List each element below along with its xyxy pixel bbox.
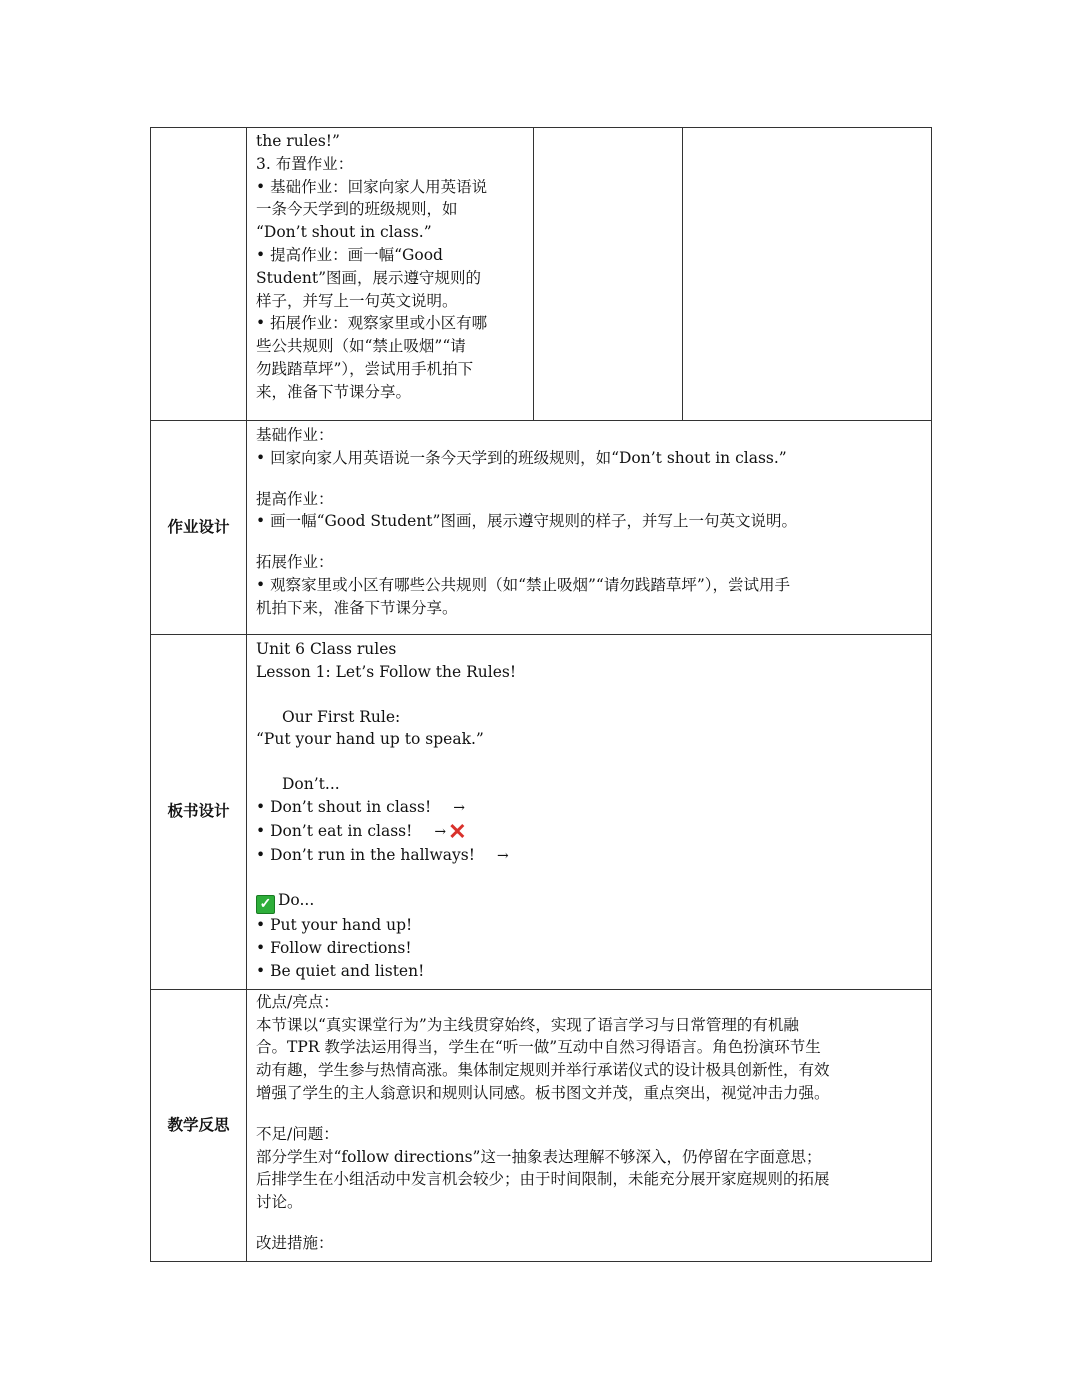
lesson-plan-table (150, 127, 932, 1262)
homework-extended-text: 机拍下来，准备下节课分享。 (256, 598, 458, 617)
content-line: 3. 布置作业： (256, 154, 354, 173)
process-label-cell (151, 128, 247, 421)
reflection-label: 教学反思 (151, 989, 247, 1261)
dont-item (256, 844, 923, 868)
issues-title: 不足/问题： (256, 1124, 339, 1143)
strengths-line: 合。TPR 教学法运用得当，学生在“听一做”互动中自然习得语言。角色扮演环节生 (256, 1038, 821, 1057)
content-line: the rules!” (256, 132, 340, 150)
check-mark-icon: ✓ (256, 895, 275, 914)
process-row (151, 128, 932, 421)
board-lesson-title: Lesson 1: Let’s Follow the Rules! (256, 662, 517, 681)
dont-item-text: • Don’t run in the hallways! (256, 845, 475, 864)
issues-line: 后排学生在小组活动中发言机会较少；由于时间限制，未能充分展开家庭规则的拓展 (256, 1170, 830, 1189)
improve-title: 改进措施： (256, 1233, 334, 1252)
arrow-icon: → (453, 799, 465, 816)
dont-item-text: • Don’t eat in class! (256, 821, 413, 840)
process-content-cell (247, 128, 534, 421)
homework-row (151, 421, 932, 635)
content-line: • 拓展作业：观察家里或小区有哪 (256, 314, 488, 333)
content-line: Student”图画，展示遵守规则的 (256, 268, 482, 287)
dont-item (256, 796, 923, 820)
dont-title: Don’t... (282, 775, 340, 794)
content-line: • 基础作业：回家向家人用英语说 (256, 177, 488, 196)
homework-label: 作业设计 (151, 421, 247, 635)
homework-extended-text: • 观察家里或小区有哪些公共规则（如“禁止吸烟”“请勿践踏草坪”），尝试用手 (256, 575, 791, 594)
strengths-line: 动有趣，学生参与热情高涨。集体制定规则并举行承诺仪式的设计极具创新性，有效 (256, 1061, 830, 1080)
board-row (151, 635, 932, 990)
content-line: “Don’t shout in class.” (256, 223, 432, 242)
do-title: Do... (278, 891, 315, 910)
board-unit-title: Unit 6 Class rules (256, 640, 397, 658)
content-line: 一条今天学到的班级规则，如 (256, 200, 458, 219)
first-rule-text: “Put your hand up to speak.” (256, 730, 484, 749)
homework-advanced-text: • 画一幅“Good Student”图画，展示遵守规则的样子，并写上一句英文说明。 (256, 512, 797, 531)
cross-mark-icon: ✕ (448, 818, 467, 845)
content-line: 来，准备下节课分享。 (256, 382, 412, 401)
issues-line: 部分学生对“follow directions”这一抽象表达理解不够深入，仍停留在字面意思； (256, 1147, 822, 1166)
content-line: 些公共规则（如“禁止吸烟”“请 (256, 337, 466, 356)
strengths-line: 本节课以“真实课堂行为”为主线贯穿始终，实现了语言学习与日常管理的有机融 (256, 1015, 799, 1034)
content-line: 勿践踏草坪”），尝试用手机拍下 (256, 359, 474, 378)
student-activity-cell (534, 128, 683, 421)
content-line: • 提高作业：画一幅“Good (256, 245, 443, 264)
homework-advanced-title: 提高作业： (256, 489, 334, 508)
do-item: • Follow directions! (256, 939, 412, 958)
do-item: • Be quiet and listen! (256, 961, 425, 980)
dont-item-text: • Don’t shout in class! (256, 797, 432, 816)
do-item: • Put your hand up! (256, 916, 413, 935)
reflection-row (151, 989, 932, 1261)
board-label: 板书设计 (151, 635, 247, 990)
homework-basic-title: 基础作业： (256, 426, 334, 444)
dont-item (256, 820, 923, 844)
strengths-title: 优点/亮点： (256, 992, 339, 1011)
arrow-icon: → (434, 823, 447, 840)
first-rule-title: Our First Rule: (282, 707, 401, 726)
design-intent-cell (683, 128, 932, 421)
do-title-line (256, 889, 923, 914)
issues-line: 讨论。 (256, 1193, 303, 1212)
reflection-content-cell (247, 989, 932, 1261)
content-line: 样子，并写上一句英文说明。 (256, 291, 458, 310)
board-content-cell (247, 635, 932, 990)
homework-extended-title: 拓展作业： (256, 553, 334, 572)
homework-basic-text: • 回家向家人用英语说一条今天学到的班级规则，如“Don’t shout in class.” (256, 448, 787, 467)
homework-content-cell (247, 421, 932, 635)
strengths-line: 增强了学生的主人翁意识和规则认同感。板书图文并茂，重点突出，视觉冲击力强。 (256, 1083, 830, 1102)
arrow-icon: → (496, 847, 509, 864)
